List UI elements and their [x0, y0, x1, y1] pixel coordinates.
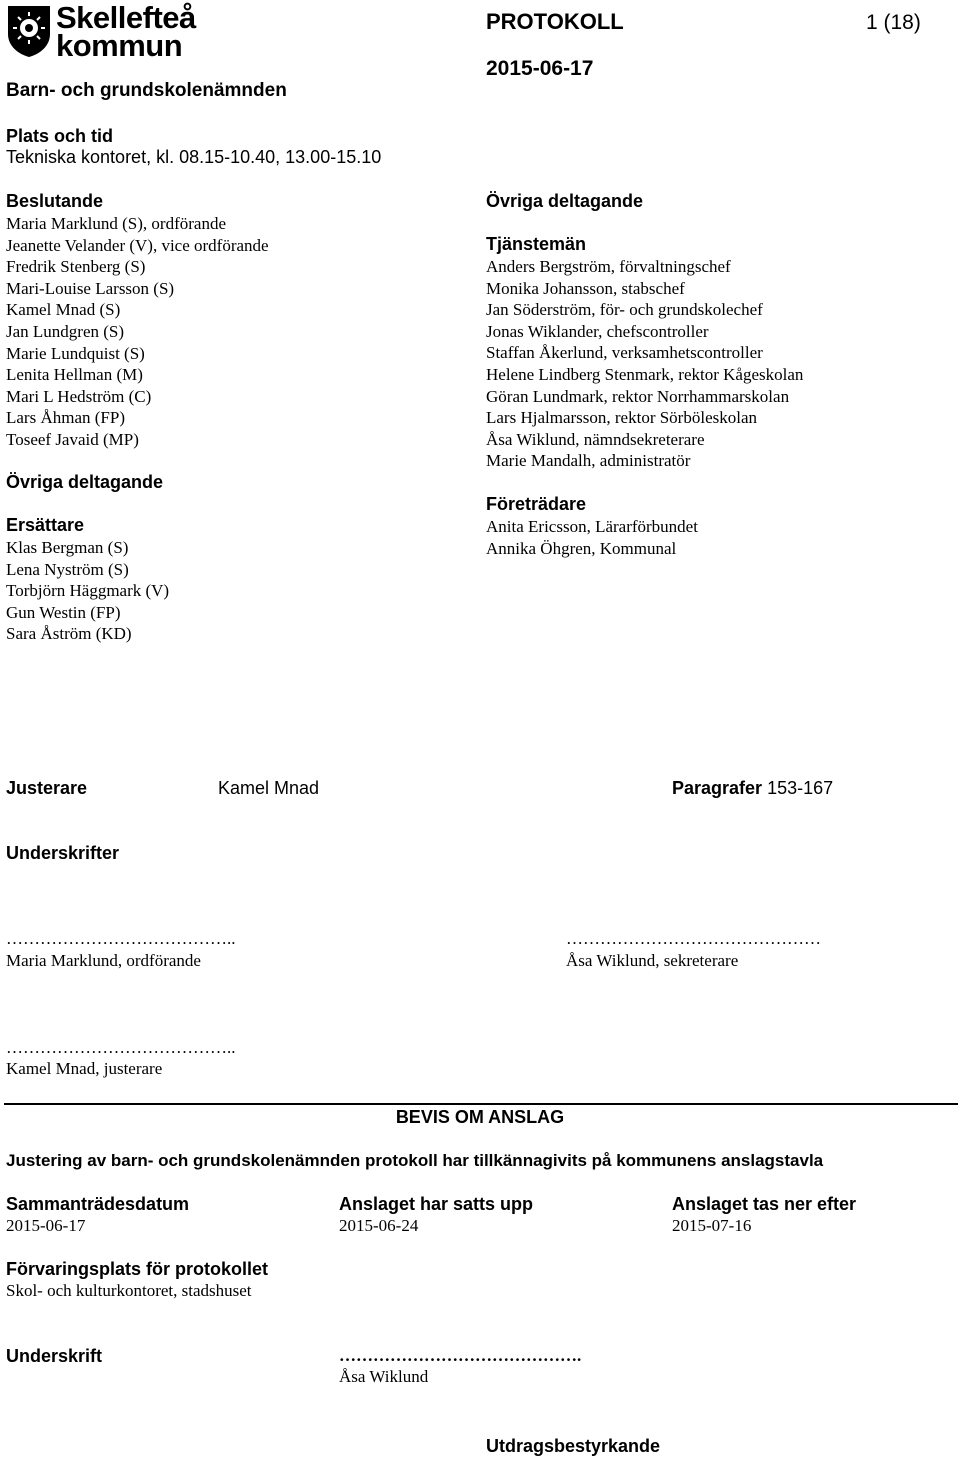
- official: Jan Söderström, för- och grundskolechef: [486, 300, 763, 320]
- official: Åsa Wiklund, nämndsekreterare: [486, 429, 705, 449]
- substitutes-heading: Ersättare: [6, 515, 85, 535]
- chair-signature-name: Maria Marklund, ordförande: [6, 951, 201, 970]
- page-number: 1 (18): [866, 11, 921, 34]
- adjuster-name: Kamel Mnad: [218, 778, 320, 798]
- deciding-member: Toseef Javaid (MP): [6, 429, 139, 449]
- posted-value: 2015-06-24: [339, 1216, 419, 1235]
- representative: Annika Öhgren, Kommunal: [486, 538, 677, 558]
- official: Anders Bergström, förvaltningschef: [486, 257, 731, 276]
- notice-title: BEVIS OM ANSLAG: [395, 1107, 565, 1127]
- substitutes-list: [6, 537, 169, 645]
- substitute-member: Gun Westin (FP): [6, 602, 121, 622]
- coat-of-arms-icon: [6, 4, 52, 58]
- official: Marie Mandalh, administratör: [486, 451, 691, 471]
- deciding-member: Jan Lundgren (S): [6, 321, 125, 341]
- substitute-member: Lena Nyström (S): [6, 559, 129, 579]
- storage-value: Skol- och kulturkontoret, stadshuset: [6, 1281, 252, 1300]
- paragraphs-label: Paragrafer: [672, 778, 763, 798]
- notice-statement: Justering av barn- och grundskolenämnden protokoll har tillkännagivits på kommunens anslagstavla: [6, 1151, 824, 1170]
- representatives-list: [486, 516, 698, 559]
- substitute-member: Torbjörn Häggmark (V): [6, 581, 170, 601]
- signature-label: Underskrift: [6, 1346, 103, 1366]
- adjuster-signature-line: …………………………………..: [6, 1038, 236, 1057]
- representatives-heading: Företrädare: [486, 494, 587, 514]
- municipality-logo: [6, 0, 196, 63]
- adjuster-label: Justerare: [6, 778, 88, 798]
- meeting-date-value: 2015-06-17: [6, 1216, 86, 1235]
- deciding-member: Jeanette Velander (V), vice ordförande: [6, 235, 269, 255]
- deciding-member: Lars Åhman (FP): [6, 408, 125, 428]
- deciding-member: Maria Marklund (S), ordförande: [6, 214, 226, 233]
- officials-list: [486, 256, 803, 472]
- official: Göran Lundmark, rektor Norrhammarskolan: [486, 386, 790, 406]
- place-time-value: Tekniska kontoret, kl. 08.15-10.40, 13.00-15.10: [6, 147, 382, 167]
- committee-name: Barn- och grundskolenämnden: [6, 80, 287, 101]
- representative: Anita Ericsson, Lärarförbundet: [486, 517, 698, 536]
- document-type: PROTOKOLL: [486, 9, 624, 34]
- official: Jonas Wiklander, chefscontroller: [486, 321, 709, 341]
- adjuster-signature-name: Kamel Mnad, justerare: [6, 1059, 163, 1078]
- extract-certification-label: Utdragsbestyrkande: [486, 1436, 661, 1456]
- removed-label: Anslaget tas ner efter: [672, 1194, 857, 1214]
- deciding-member: Lenita Hellman (M): [6, 365, 143, 385]
- place-time-heading: Plats och tid: [6, 126, 114, 146]
- deciding-member: Mari L Hedström (C): [6, 386, 152, 406]
- official: Monika Johansson, stabschef: [486, 278, 685, 298]
- logo-text-line1: Skellefteå: [56, 0, 196, 35]
- secretary-signature-line: ………………………………………: [566, 929, 821, 948]
- substitute-member: Sara Åström (KD): [6, 624, 132, 644]
- section-divider: [4, 1103, 958, 1105]
- meeting-date-label: Sammanträdesdatum: [6, 1194, 190, 1214]
- others-left-heading: Övriga deltagande: [6, 472, 164, 492]
- official: Lars Hjalmarsson, rektor Sörböleskolan: [486, 408, 757, 428]
- posted-label: Anslaget har satts upp: [339, 1194, 534, 1214]
- paragraphs: [672, 778, 833, 799]
- deciding-member: Kamel Mnad (S): [6, 300, 121, 320]
- deciding-member: Marie Lundquist (S): [6, 343, 145, 363]
- document-date: 2015-06-17: [486, 57, 594, 80]
- notice-signature-line: …………………………………….: [339, 1346, 582, 1365]
- official: Staffan Åkerlund, verksamhetscontroller: [486, 343, 763, 363]
- others-right-heading: Övriga deltagande: [486, 191, 644, 211]
- logo-text-line2: kommun: [56, 28, 183, 63]
- removed-value: 2015-07-16: [672, 1216, 752, 1235]
- signatures-heading: Underskrifter: [6, 843, 120, 863]
- officials-heading: Tjänstemän: [486, 234, 587, 254]
- notice-signature-name: Åsa Wiklund: [339, 1367, 429, 1386]
- substitute-member: Klas Bergman (S): [6, 538, 129, 557]
- secretary-signature-name: Åsa Wiklund, sekreterare: [566, 951, 739, 970]
- deciding-heading: Beslutande: [6, 191, 104, 211]
- deciding-members-list: [6, 213, 269, 451]
- chair-signature-line: …………………………………..: [6, 929, 236, 948]
- storage-label: Förvaringsplats för protokollet: [6, 1259, 269, 1279]
- official: Helene Lindberg Stenmark, rektor Kågeskolan: [486, 364, 804, 384]
- deciding-member: Fredrik Stenberg (S): [6, 257, 146, 277]
- paragraphs-value: 153-167: [767, 778, 834, 798]
- deciding-member: Mari-Louise Larsson (S): [6, 278, 175, 298]
